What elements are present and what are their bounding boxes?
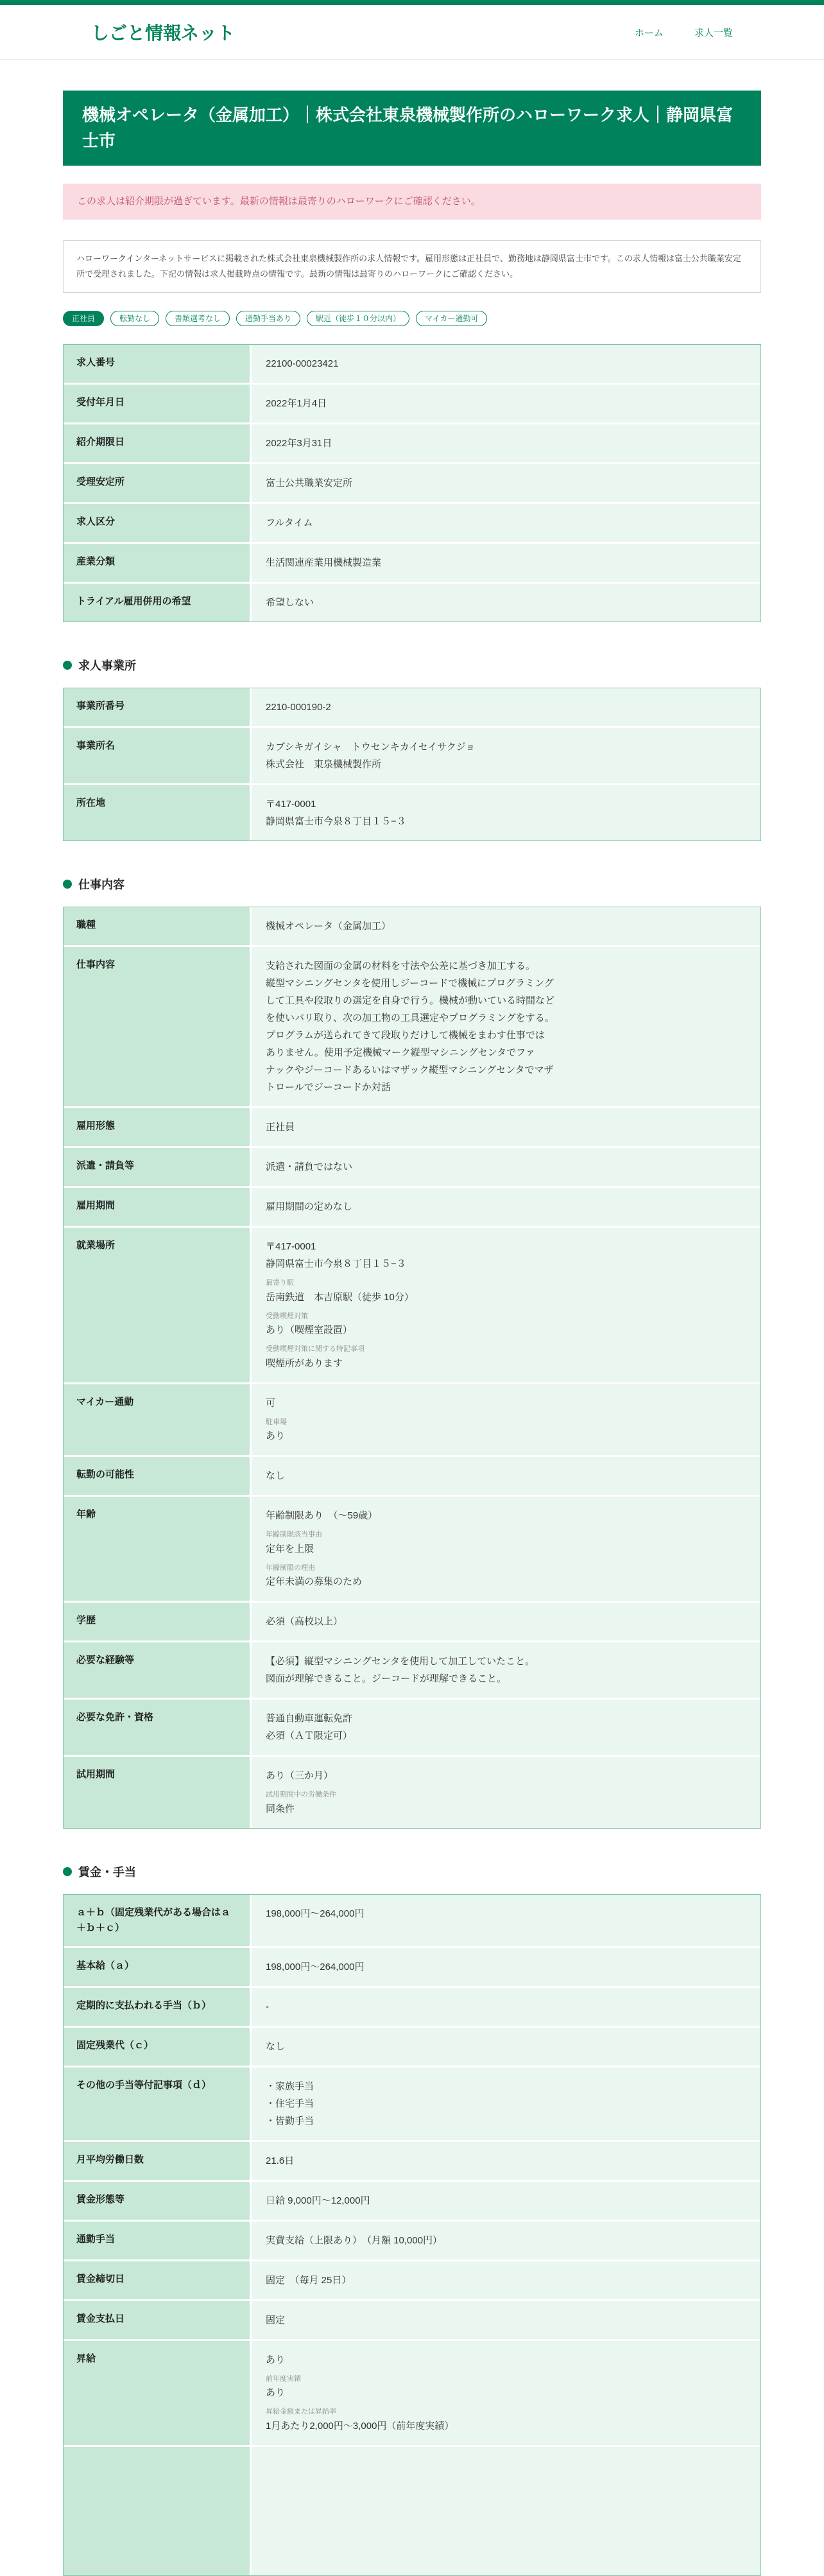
row-value xyxy=(252,2028,760,2066)
row-value xyxy=(252,2222,760,2259)
value-sublabel: 駐車場 xyxy=(266,1418,287,1426)
table-row xyxy=(64,584,760,622)
value-text: 必須（ＡＴ限定可） xyxy=(266,1730,353,1742)
value-text: 株式会社 東泉機械製作所 xyxy=(266,759,382,770)
value-text: 雇用期間の定めなし xyxy=(266,1201,353,1213)
tag-badge: 通勤手当あり xyxy=(236,311,300,326)
table-row xyxy=(64,1148,760,1186)
table-row xyxy=(64,504,760,542)
value-text: 〒417-0001 xyxy=(266,799,316,810)
row-label: 受理安定所 xyxy=(64,464,250,502)
row-value xyxy=(252,1948,760,1986)
row-value xyxy=(252,947,760,1106)
value-text: 2210-000190-2 xyxy=(266,702,331,713)
table-row xyxy=(64,947,760,1106)
row-label: 月平均労働日数 xyxy=(64,2142,250,2180)
row-value xyxy=(252,1642,760,1698)
section-heading-job-detail xyxy=(63,876,761,892)
row-value xyxy=(252,1603,760,1640)
table-row xyxy=(64,907,760,945)
wage-table xyxy=(63,1894,761,2576)
row-value xyxy=(252,504,760,542)
value-text: ありません。使用予定機械マーク縦型マシニングセンタでファ xyxy=(266,1047,535,1059)
table-row xyxy=(64,1384,760,1456)
row-label: 仕事内容 xyxy=(64,947,250,1106)
tag-badge: 駅近（徒歩１０分以内） xyxy=(307,311,409,326)
row-label: 雇用形態 xyxy=(64,1108,250,1146)
table-row xyxy=(64,1757,760,1828)
row-label: 事業所名 xyxy=(64,728,250,783)
row-label: 事業所番号 xyxy=(64,688,250,726)
row-label: 就業場所 xyxy=(64,1228,250,1382)
value-text: カブシキガイシャ トウセンキカイセイサクジョ xyxy=(266,742,476,753)
value-text: 必須（高校以上） xyxy=(266,1616,343,1628)
value-text: を使いバリ取り、次の加工物の工具選定やプログラミングをする。 xyxy=(266,1013,554,1024)
employer-section xyxy=(63,657,761,841)
value-text: 固定 （毎月 25日） xyxy=(266,2274,352,2286)
row-label: トライアル雇用併用の希望 xyxy=(64,584,250,622)
row-label: 昇給 xyxy=(64,2341,250,2445)
table-row xyxy=(64,1457,760,1495)
table-row xyxy=(64,464,760,502)
value-text: 機械オペレータ（金属加工） xyxy=(266,921,391,932)
value-text: 定年未満の募集のため xyxy=(266,1576,363,1588)
table-row xyxy=(64,385,760,422)
row-value xyxy=(252,688,760,726)
wage-section xyxy=(63,1863,761,2576)
row-label: 賃金締切日 xyxy=(64,2261,250,2299)
row-label: 年齢 xyxy=(64,1497,250,1601)
value-text: プログラムが送られてきて段取りだけして機械をまわす仕事では xyxy=(266,1030,545,1041)
value-text: 縦型マシニングセンタを使用しジーコードで機械にプログラミング xyxy=(266,978,554,989)
row-label: 試用期間 xyxy=(64,1757,250,1828)
table-row xyxy=(64,2182,760,2220)
table-row xyxy=(64,1988,760,2026)
row-value xyxy=(252,2341,760,2445)
row-value xyxy=(252,345,760,383)
table-row xyxy=(64,1948,760,1986)
value-text: 可 xyxy=(266,1397,276,1409)
row-label: 派遣・請負等 xyxy=(64,1148,250,1186)
value-text: 生活関連産業用機械製造業 xyxy=(266,557,382,569)
row-label: 賃金形態等 xyxy=(64,2182,250,2220)
row-label: 所在地 xyxy=(64,785,250,840)
top-accent-bar xyxy=(0,0,824,5)
value-text: あり xyxy=(266,1431,286,1442)
row-label: 産業分類 xyxy=(64,544,250,582)
value-text: フルタイム xyxy=(266,518,313,529)
value-text: ・皆勤手当 xyxy=(266,2115,314,2127)
value-text: 岳南鉄道 本吉原駅（徒歩 10分） xyxy=(266,1291,414,1303)
table-row xyxy=(64,688,760,726)
value-text: ナックやジーコードあるいはマザック縦型マシニングセンタでマザ xyxy=(266,1065,554,1076)
value-sublabel: 試用期間中の労働条件 xyxy=(266,1791,336,1799)
row-value xyxy=(252,2142,760,2180)
site-logo[interactable]: しごと情報ネット xyxy=(91,23,236,43)
row-label: 求人番号 xyxy=(64,345,250,383)
value-text: 22100-00023421 xyxy=(266,358,339,370)
row-label: 求人区分 xyxy=(64,504,250,542)
value-text: 実費支給（上限あり） （月額 10,000円） xyxy=(266,2234,443,2246)
value-text: 固定 xyxy=(266,2314,286,2326)
row-label: マイカー通勤 xyxy=(64,1384,250,1456)
row-label: 必要な経験等 xyxy=(64,1642,250,1698)
value-sublabel: 前年度実績 xyxy=(266,2374,301,2383)
main-nav xyxy=(635,26,733,39)
row-value xyxy=(252,785,760,840)
row-value xyxy=(252,2182,760,2220)
expired-notice-banner: この求人は紹介期限が過ぎています。最新の情報は最寄りのハローワークにご確認ください。 xyxy=(63,184,761,220)
row-label: 転勤の可能性 xyxy=(64,1457,250,1495)
value-sublabel: 受動喫煙対策に関する特記事項 xyxy=(266,1345,365,1353)
value-text: 〒417-0001 xyxy=(266,1241,316,1253)
tag-list xyxy=(63,311,761,326)
row-value xyxy=(252,1895,760,1946)
value-text: 【必須】縦型マシニングセンタを使用して加工していたこと。 xyxy=(266,1656,535,1667)
value-text: なし xyxy=(266,2041,286,2052)
job-overview-section xyxy=(63,344,761,622)
row-value xyxy=(252,907,760,945)
table-row xyxy=(64,1497,760,1601)
table-row xyxy=(64,2222,760,2259)
row-label xyxy=(64,2447,250,2575)
value-text: 派遣・請負ではない xyxy=(266,1162,353,1173)
row-label: 賃金支払日 xyxy=(64,2301,250,2339)
value-text: 198,000円〜264,000円 xyxy=(266,1961,365,1972)
table-row xyxy=(64,2301,760,2339)
row-label: 固定残業代（ｃ） xyxy=(64,2028,250,2066)
nav-home-link[interactable]: ホーム xyxy=(634,27,664,39)
table-row xyxy=(64,544,760,582)
employer-table xyxy=(63,688,761,841)
value-text: ・家族手当 xyxy=(266,2080,314,2092)
row-value xyxy=(252,1757,760,1828)
row-label: 学歴 xyxy=(64,1603,250,1640)
value-text: 21.6日 xyxy=(266,2155,295,2166)
section-bullet-icon xyxy=(63,880,72,889)
row-label: 必要な免許・資格 xyxy=(64,1700,250,1755)
table-row xyxy=(64,1188,760,1226)
row-label: 職種 xyxy=(64,907,250,945)
table-row xyxy=(64,1603,760,1640)
site-header xyxy=(0,5,824,60)
section-heading-text: 仕事内容 xyxy=(78,878,124,892)
row-value xyxy=(252,385,760,422)
page-title: 機械オペレータ（金属加工）｜株式会社東泉機械製作所のハローワーク求人｜静岡県富士市 xyxy=(63,91,761,166)
value-text: ・住宅手当 xyxy=(266,2098,314,2109)
nav-job-list-link[interactable]: 求人一覧 xyxy=(694,27,733,39)
row-value xyxy=(252,1148,760,1186)
table-row xyxy=(64,1895,760,1946)
value-text: 富士公共職業安定所 xyxy=(266,478,353,489)
value-text: 静岡県富士市今泉８丁目１５−３ xyxy=(266,1258,406,1270)
table-row xyxy=(64,2142,760,2180)
row-value xyxy=(252,2261,760,2299)
row-label: 紹介期限日 xyxy=(64,424,250,462)
table-row xyxy=(64,2261,760,2299)
value-sublabel: 年齢制限の理由 xyxy=(266,1563,315,1572)
main-content xyxy=(63,60,761,2576)
row-label: 雇用期間 xyxy=(64,1188,250,1226)
value-text: あり（喫煙室設置） xyxy=(266,1325,353,1336)
table-row xyxy=(64,785,760,840)
value-sublabel: 年齢制限該当事由 xyxy=(266,1531,322,1539)
row-value xyxy=(252,1228,760,1382)
table-row xyxy=(64,2341,760,2445)
table-row-truncated xyxy=(64,2447,760,2575)
value-text: あり xyxy=(266,2354,286,2365)
row-value xyxy=(252,1497,760,1601)
section-heading-employer xyxy=(63,657,761,674)
value-text: して工具や段取りの選定を自身で行う。機械が動いている時間など xyxy=(266,995,555,1007)
value-text: なし xyxy=(266,1470,286,1482)
row-value xyxy=(252,2301,760,2339)
row-value xyxy=(252,584,760,622)
value-sublabel: 最寄り駅 xyxy=(266,1279,294,1287)
row-value xyxy=(252,1700,760,1755)
row-value xyxy=(252,544,760,582)
job-detail-table xyxy=(63,907,761,1829)
table-row xyxy=(64,1228,760,1382)
row-value xyxy=(252,1384,760,1456)
value-text: 2022年1月4日 xyxy=(266,398,327,410)
value-text: 喫煙所があります xyxy=(266,1357,343,1369)
row-label: 通勤手当 xyxy=(64,2222,250,2259)
row-label: その他の手当等付記事項（ｄ） xyxy=(64,2067,250,2140)
value-text: 普通自動車運転免許 xyxy=(266,1713,353,1725)
value-text: - xyxy=(266,2001,269,2012)
value-text: あり（三か月） xyxy=(266,1770,334,1782)
row-label: 定期的に支払われる手当（ｂ） xyxy=(64,1988,250,2026)
job-detail-section xyxy=(63,876,761,1829)
value-text: 支給された図面の金属の材料を寸法や公差に基づき加工する。 xyxy=(266,961,536,972)
value-sublabel: 昇給金額または昇給率 xyxy=(266,2408,336,2416)
job-summary-text: ハローワークインターネットサービスに掲載された株式会社東泉機械製作所の求人情報です。雇用形態は正社員で、勤務地は静岡県富士市です。この求人情報は富士公共職業安定所で受理されました。下記の情報は求人掲載時点の情報です。最新の情報は最寄りのハローワークにご確認ください。 xyxy=(63,240,761,293)
section-bullet-icon xyxy=(63,661,72,670)
value-text: 希望しない xyxy=(266,597,314,609)
tag-employment-type: 正社員 xyxy=(63,311,104,326)
job-overview-table xyxy=(63,344,761,622)
row-value xyxy=(252,1108,760,1146)
table-row xyxy=(64,728,760,783)
row-value xyxy=(252,728,760,783)
row-value xyxy=(252,1188,760,1226)
section-heading-text: 求人事業所 xyxy=(78,659,136,673)
table-row xyxy=(64,1700,760,1755)
value-text: 日給 9,000円〜12,000円 xyxy=(266,2195,370,2206)
tag-badge: 書類選考なし xyxy=(166,311,230,326)
table-row xyxy=(64,345,760,383)
row-label: ａ＋ｂ（固定残業代がある場合はａ＋ｂ＋ｃ） xyxy=(64,1895,250,1946)
value-text: 2022年3月31日 xyxy=(266,438,332,449)
section-heading-text: 賃金・手当 xyxy=(78,1865,136,1879)
value-text: 1月あたり2,000円〜3,000円（前年度実績） xyxy=(266,2420,454,2432)
value-text: 図面が理解できること。ジーコードが理解できること。 xyxy=(266,1673,507,1685)
table-row xyxy=(64,1108,760,1146)
row-value xyxy=(252,2447,760,2575)
value-sublabel: 受動喫煙対策 xyxy=(266,1312,308,1320)
table-row xyxy=(64,424,760,462)
value-text: あり xyxy=(266,2387,286,2399)
tag-badge: 転勤なし xyxy=(110,311,159,326)
row-value xyxy=(252,1988,760,2026)
section-heading-wage xyxy=(63,1863,761,1880)
row-value xyxy=(252,1457,760,1495)
row-value xyxy=(252,464,760,502)
table-row xyxy=(64,1642,760,1698)
value-text: 同条件 xyxy=(266,1803,295,1815)
value-text: 198,000円〜264,000円 xyxy=(266,1908,365,1919)
row-label: 基本給（ａ） xyxy=(64,1948,250,1986)
row-value xyxy=(252,424,760,462)
header-inner xyxy=(91,5,733,59)
table-row xyxy=(64,2028,760,2066)
table-row xyxy=(64,2067,760,2140)
section-bullet-icon xyxy=(63,1867,72,1876)
value-text: 年齢制限あり （〜59歳） xyxy=(266,1510,378,1522)
row-value xyxy=(252,2067,760,2140)
value-text: トロールでジーコードか対話 xyxy=(266,1082,391,1093)
value-text: 静岡県富士市今泉８丁目１５−３ xyxy=(266,816,406,828)
tag-badge: マイカー通勤可 xyxy=(416,311,487,326)
value-text: 定年を上限 xyxy=(266,1543,314,1554)
value-text: 正社員 xyxy=(266,1122,295,1133)
row-label: 受付年月日 xyxy=(64,385,250,422)
